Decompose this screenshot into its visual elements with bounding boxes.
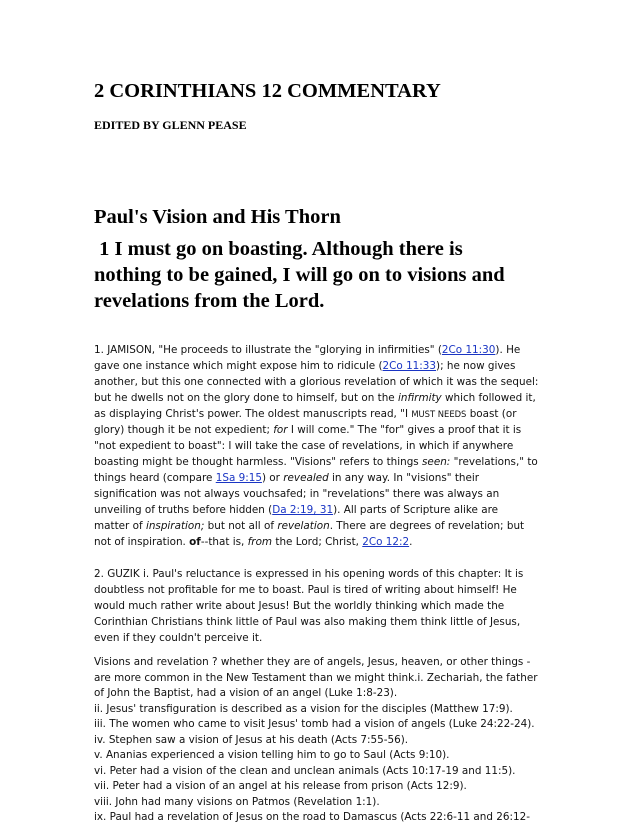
guzik-line-4: Corinthian Christians think little of Paul was also making them think little of Jesus, (94, 616, 521, 628)
jamison-line-1: 1. JAMISON, "He proceeds to illustrate the "glorying in infirmities" (2Co 11:30). He (94, 344, 521, 356)
verse-line-2: nothing to be gained, I will go on to visions and (94, 264, 505, 286)
scripture-link-2co-12-2[interactable]: 2Co 12:2 (362, 536, 410, 548)
jamison-line-13: not of inspiration. of--that is, from the Lord; Christ, 2Co 12:2. (94, 536, 413, 548)
visions-line-1: Visions and revelation ? whether they are of angels, Jesus, heaven, or other things - (94, 656, 531, 668)
visions-line-3: of John the Baptist, had a vision of an angel (Luke 1:8-23). (94, 687, 398, 699)
scripture-link-1sa-9-15[interactable]: 1Sa 9:15 (215, 472, 262, 484)
jamison-line-6: glory) though it be not expedient; for I will come." The "for" gives a proof that it is (94, 424, 522, 436)
scripture-link-2co-11-33[interactable]: 2Co 11:33 (382, 360, 437, 372)
visions-line-8: vi. Peter had a vision of the clean and unclean animals (Acts 10:17-19 and 11:5). (94, 764, 516, 777)
jamison-line-8: boasting might be thought harmless. "Visions" refers to things seen: "revelations," to (94, 456, 538, 468)
scripture-link-da-2-19[interactable]: Da 2:19, 31 (272, 504, 334, 516)
visions-line-11: ix. Paul had a revelation of Jesus on the road to Damascus (Acts 22:6-11 and 26:12- (94, 811, 530, 823)
guzik-line-2: doubtless not profitable for me to boast. Paul is tired of writing about himself! He (94, 584, 517, 596)
editor-credit: EDITED BY GLENN PEASE (94, 118, 247, 132)
document-title: 2 CORINTHIANS 12 COMMENTARY (94, 80, 441, 102)
visions-line-9: vii. Peter had a vision of an angel at his release from prison (Acts 12:9). (94, 780, 467, 792)
visions-line-2: are more common in the New Testament than we might think.i. Zechariah, the father (94, 671, 538, 684)
guzik-line-5: even if they couldn't perceive it. (94, 632, 263, 644)
verse-line-3: revelations from the Lord. (94, 290, 325, 312)
visions-line-10: viii. John had many visions on Patmos (Revelation 1:1). (94, 795, 380, 808)
jamison-line-5: as displaying Christ's power. The oldest manuscripts read, "I MUST NEEDS boast (or (94, 408, 517, 420)
jamison-line-10: signification was not always vouchsafed; in "revelations" there was always an (94, 488, 500, 500)
visions-line-6: iv. Stephen saw a vision of Jesus at his death (Acts 7:55-56). (94, 733, 409, 746)
visions-line-4: ii. Jesus' transfiguration is described as a vision for the disciples (Matthew 17:9). (94, 702, 513, 715)
verse-line-1: 1 I must go on boasting. Although there is (94, 238, 463, 260)
jamison-line-9: things heard (compare 1Sa 9:15) or revealed in any way. In "visions" their (94, 472, 480, 484)
section-heading: Paul's Vision and His Thorn (94, 206, 341, 228)
jamison-line-2: gave one instance which might expose him to ridicule (2Co 11:33); he now gives (94, 360, 516, 372)
guzik-line-3: would much rather write about Jesus! But the worldly thinking which made the (94, 600, 505, 612)
jamison-line-12: matter of inspiration; but not all of revelation. There are degrees of revelation; but (94, 520, 525, 532)
jamison-line-4: but he dwells not on the glory done to himself, but on the infirmity which followed it, (94, 392, 536, 404)
jamison-line-7: "not expedient to boast": I will take the case of revelations, in which if anywhere (94, 440, 514, 452)
jamison-line-11: unveiling of truths before hidden (Da 2:19, 31). All parts of Scripture alike are (94, 504, 499, 516)
jamison-line-3: another, but this one connected with a glorious revelation of which it was the sequel: (94, 376, 539, 388)
scripture-link-2co-11-30[interactable]: 2Co 11:30 (441, 344, 496, 356)
visions-line-7: v. Ananias experienced a vision telling him to go to Saul (Acts 9:10). (94, 749, 450, 761)
guzik-line-1: 2. GUZIK i. Paul's reluctance is expressed in his opening words of this chapter: It is (94, 568, 524, 580)
visions-line-5: iii. The women who came to visit Jesus' tomb had a vision of angels (Luke 24:22-24). (94, 718, 535, 730)
